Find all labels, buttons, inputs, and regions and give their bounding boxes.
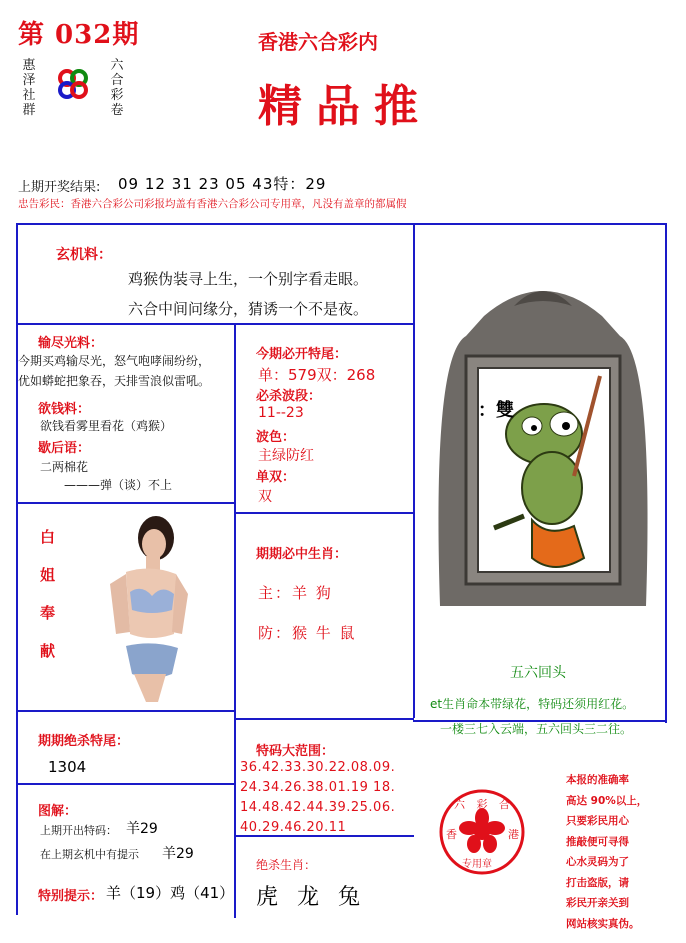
tujie-line-1-label: 上期开出特码： [40,824,117,837]
wuliu-title: 五六回头 [510,665,566,681]
notice-line: 心水灵码为了 [566,856,629,868]
fanwei-title: 特码大范围： [256,744,335,759]
yinjiu-text: 欲钱看雾里看花（鸡猴） [40,419,173,433]
fanwei-line-4: 40.29.46.20.11 [240,820,347,835]
tema-ds-value: 双 [258,489,272,505]
fanwei-line-1: 36.42.33.30.22.08.09. [240,760,396,775]
seal-right-text: 港 [508,828,519,841]
divider-h1 [16,323,414,325]
publisher-right: 六合彩卷 [110,58,124,118]
tema-color-value: 主绿防红 [258,448,314,464]
xiehouyu-text: 二两棉花 [40,460,89,474]
tema-bo-value: 11--23 [258,405,304,421]
wuliu-line-2: 一楼三七入云端，五六回头三二往。 [440,722,633,736]
divider-h8 [234,835,414,837]
tujie-line-1-value: 羊29 [126,821,158,837]
shengxiao-title: 期期必中生肖： [256,547,348,562]
shuzhuang-line-1: 今期买鸡输尽光，怒气咆哮闹纷纷， [18,354,211,368]
tujie-line-2-label: 在上期玄机中有提示 [40,848,139,861]
tebie-value: 羊（19）鸡（41） [106,884,235,902]
notice-line: 高达 90%以上， [566,794,648,807]
issue-number: 第 032期 [18,20,140,50]
shengxiao2-value: 虎 龙 兔 [256,885,366,910]
model-photo [96,514,196,702]
fanwei-line-2: 24.34.26.38.01.19 18. [240,780,396,795]
header-title: 香港六合彩内 [258,30,378,54]
juesha-title: 期期绝杀特尾： [38,734,130,749]
xiehouyu-answer: ———弹（谈）不上 [64,478,173,492]
shuzhuang-line-2: 优如蟒蛇把象吞，天排雪浪似雷吼。 [18,374,211,388]
tema-color-title: 波色： [256,430,296,445]
divider-h7 [16,783,236,785]
yinjiu-title: 欲钱料： [38,402,91,417]
divider-v-top [413,223,415,323]
ornate-frame-image [424,276,662,616]
shengxiao2-title: 绝杀生肖： [256,858,317,872]
juesha-value: 1304 [48,758,87,776]
notice-line: 彩民开亲关到 [566,897,629,909]
shengxiao-guard: 防：猴 牛 鼠 [258,624,357,642]
tema-ds-title: 单双： [256,470,296,485]
notice-line: 网站核实真伪。 [566,917,640,930]
tujie-title: 图解： [38,804,78,819]
xuanji-line-1: 鸡猴伪装寻上生，一个别字看走眼。 [128,270,369,288]
last-result-label: 上期开奖结果: [18,180,101,195]
divider-h3 [234,512,414,514]
xuanji-title: 玄机料： [56,247,112,263]
accuracy-notice [566,770,670,934]
wuliu-line-1: et生肖命本带绿花，特码还须用红花。 [430,697,635,711]
shengxiao-main: 主：羊 狗 [258,584,333,602]
seal-bottom-text: 专用章 [462,859,492,870]
divider-v-right [413,323,415,718]
frame-character: ：雙 [478,400,514,421]
seal-top-text: 六 彩 合 [454,798,514,811]
xiehouyu-title: 歇后语： [38,441,91,456]
notice-line: 本报的准确率 [566,774,629,786]
tujie-line-2-value: 羊29 [162,846,194,862]
tema-danshuang: 单：579双：268 [258,366,376,384]
notice-line: 只要彩民用心 [566,815,629,827]
notice-line: 推敲便可寻得 [566,835,629,848]
warning-text: 忠告彩民：香港六合彩公司彩报均盖有香港六合彩公司专用章，凡没有盖章的都属假 [18,198,407,210]
lottery-logo [55,66,91,102]
divider-h4 [16,710,236,712]
photo-caption: 白姐奉献 [40,528,56,660]
divider-h5 [234,718,414,720]
frame-right [665,223,667,723]
tema-title: 今期必开特尾： [256,347,348,362]
shuzhuang-title: 输尽光料： [38,336,104,351]
frame-top [16,223,667,225]
notice-line: 打击盗版，请 [566,876,629,889]
last-result-numbers: 09 12 31 23 05 43特：29 [118,175,327,193]
frame-left [16,223,18,915]
seal-left-text: 香 [446,828,457,841]
main-title: 精品推 [258,81,432,132]
fanwei-line-3: 14.48.42.44.39.25.06. [240,800,396,815]
publisher-left: 惠泽社群 [22,58,36,118]
divider-v-mid [234,323,236,918]
xuanji-line-2: 六合中间问缘分，猜诱一个不是夜。 [128,300,369,318]
tebie-title: 特别提示： [38,889,104,904]
divider-h2 [16,502,236,504]
tema-bo-title: 必杀波段： [256,389,322,404]
